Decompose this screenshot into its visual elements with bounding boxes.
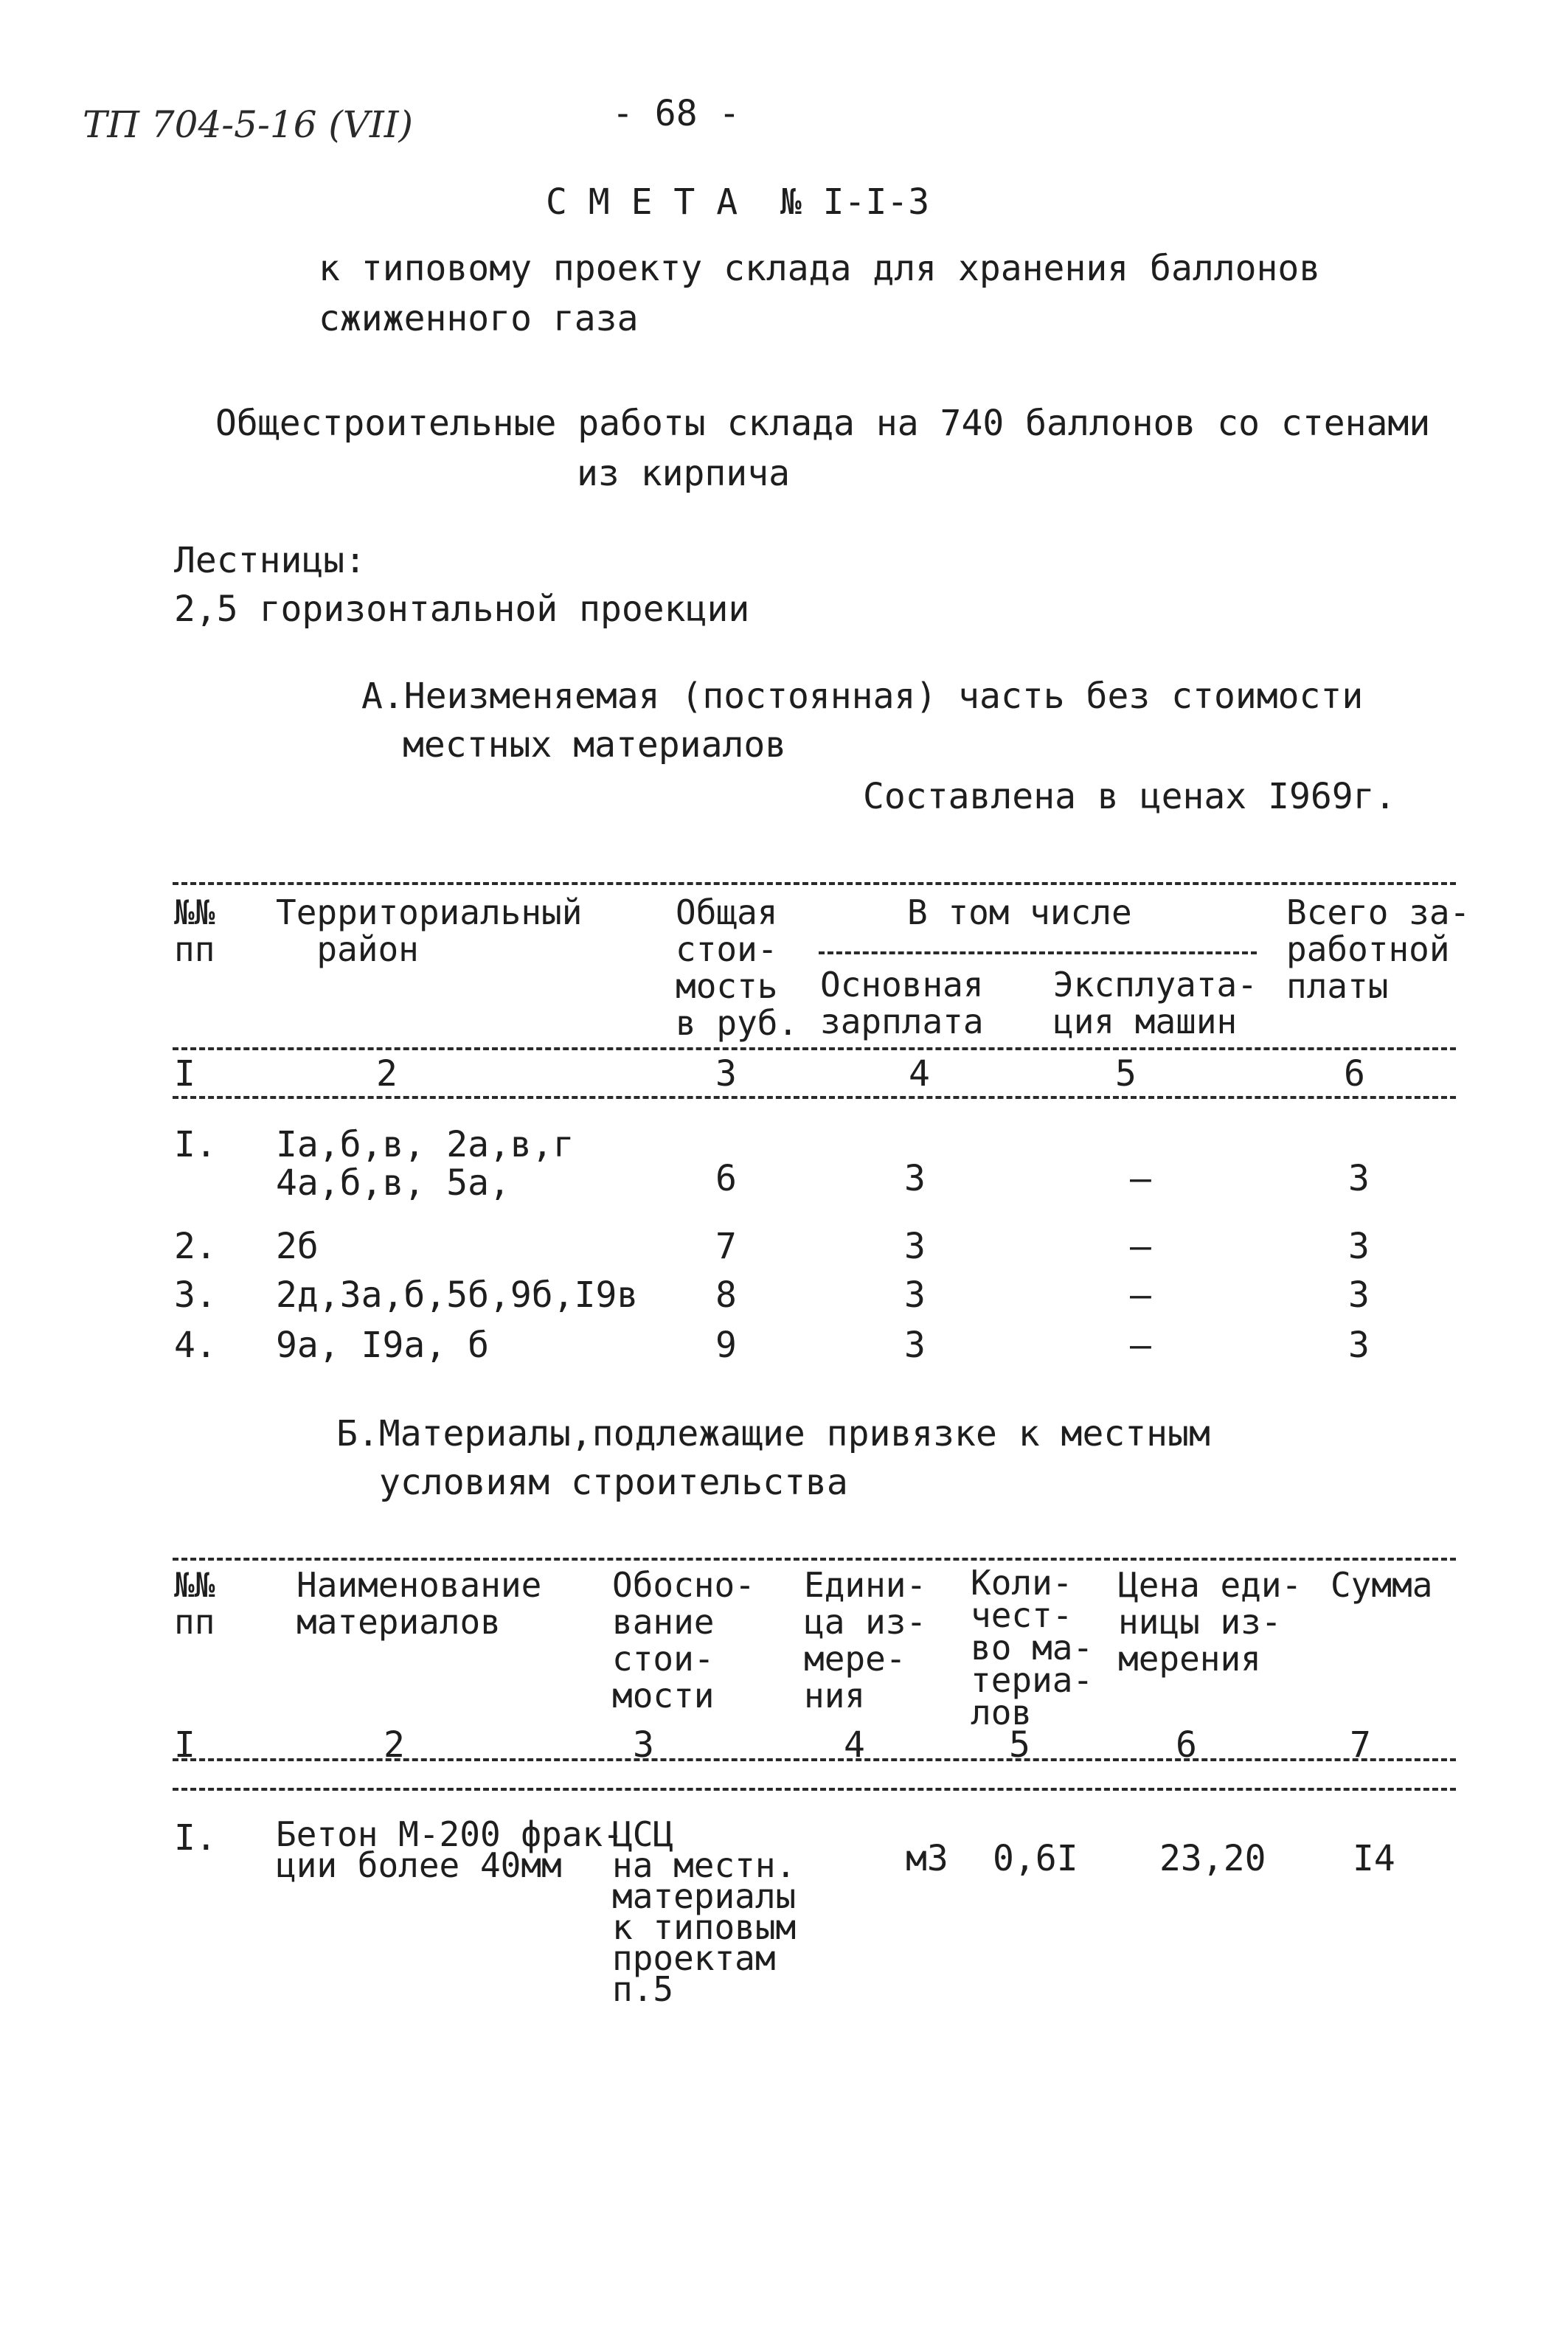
table-a-header-all-wage: Всего за- работной платы: [1286, 892, 1471, 1006]
table-a-row4-machines: –: [1130, 1325, 1151, 1366]
part-b-title-line2: условиям строительства: [379, 1462, 848, 1503]
table-b-colnum-2: 2: [384, 1724, 405, 1766]
table-a-header-district: Территориальный район: [276, 892, 583, 969]
table-b-colnum-4: 4: [844, 1724, 865, 1766]
prices-note: Составлена в ценах I969г.: [863, 776, 1396, 817]
table-a-header-wage: Основная зарплата: [820, 965, 984, 1041]
table-b-colnum-7: 7: [1350, 1724, 1371, 1766]
table-a-header-machines: Эксплуата- ция машин: [1053, 965, 1257, 1041]
table-a-row2-wage: 3: [904, 1226, 926, 1267]
table-b-row1-price: 23,20: [1159, 1838, 1266, 1879]
table-a-row3-wage: 3: [904, 1274, 926, 1316]
table-a-row4-total: 9: [715, 1325, 737, 1366]
table-a-row4-num: 4.: [174, 1325, 217, 1366]
section-label: Лестницы:: [174, 540, 367, 581]
table-b-row1-name: Бетон М-200 фрак- ции более 40мм: [276, 1814, 623, 1885]
table-a-header-num: №№ пп: [174, 892, 215, 969]
table-b-row1-num: I.: [174, 1817, 217, 1859]
table-a-header-group: В том числе: [907, 892, 1132, 932]
estimate-title: С М Е Т А № I-I-3: [546, 181, 930, 223]
table-a-colnum-1: I: [174, 1053, 195, 1095]
table-a-colnum-2: 2: [376, 1053, 398, 1095]
table-a-colnum-5: 5: [1115, 1053, 1137, 1095]
table-b-row1-basis: ЦСЦ на местн. материалы к типовым проектам п.5: [612, 1814, 797, 2009]
table-b-header-rule: [173, 1788, 1456, 1791]
table-a-row2-machines: –: [1130, 1226, 1151, 1267]
table-b-header-num: №№ пп: [174, 1565, 215, 1642]
table-a-header-total: Общая стои- мость в руб.: [676, 892, 799, 1043]
table-a-row1-num: I.: [174, 1124, 217, 1165]
table-a-group-rule: [819, 951, 1257, 954]
table-a-row1-total: 6: [715, 1158, 737, 1199]
table-a-row2-all-wage: 3: [1348, 1226, 1370, 1267]
part-a-title-line2: местных материалов: [403, 724, 787, 766]
table-a-row1-wage: 3: [904, 1158, 926, 1199]
works-description-line1: Общестроительные работы склада на 740 баллонов со стенами: [215, 403, 1431, 444]
table-b-header-sum: Сумма: [1331, 1565, 1433, 1605]
table-a-row4-district: 9а, I9а, б: [276, 1325, 489, 1366]
page-number: - 68 -: [612, 93, 740, 134]
table-b-row1-sum: I4: [1353, 1838, 1395, 1879]
table-b-top-rule: [173, 1558, 1456, 1561]
table-b-colnum-3: 3: [633, 1724, 654, 1766]
table-b-header-name: Наименование материалов: [296, 1565, 542, 1642]
part-b-title-line1: Б.Материалы,подлежащие привязке к местным: [336, 1413, 1210, 1454]
table-b-row1-unit: м3: [906, 1838, 948, 1879]
table-a-row3-num: 3.: [174, 1274, 217, 1316]
works-description-line2: из кирпича: [577, 453, 790, 494]
table-a-colnum-6: 6: [1344, 1053, 1365, 1095]
table-a-colnum-3: 3: [715, 1053, 737, 1095]
table-a-row2-district: 2б: [276, 1226, 319, 1267]
table-b-row1-qty: 0,6I: [993, 1838, 1078, 1879]
table-b-colnum-5: 5: [1009, 1724, 1030, 1766]
table-a-top-rule: [173, 882, 1456, 885]
part-a-title-line1: А.Неизменяемая (постоянная) часть без стоимости: [361, 676, 1364, 717]
table-a-row2-num: 2.: [174, 1226, 217, 1267]
table-a-row3-total: 8: [715, 1274, 737, 1316]
table-a-row3-machines: –: [1130, 1274, 1151, 1316]
table-b-header-unit: Едини- ца из- мере- ния: [804, 1565, 927, 1716]
table-a-header-rule: [173, 1047, 1456, 1050]
table-a-row1-district: Iа,б,в, 2а,в,г 4а,б,в, 5а,: [276, 1124, 575, 1204]
table-b-colnum-6: 6: [1176, 1724, 1197, 1766]
table-b-colnum-underline: [173, 1758, 1456, 1761]
table-a-row1-all-wage: 3: [1348, 1158, 1370, 1199]
table-a-colnum-4: 4: [909, 1053, 930, 1095]
table-a-colnum-rule: [173, 1096, 1456, 1099]
table-a-row4-wage: 3: [904, 1325, 926, 1366]
table-a-row3-district: 2д,3а,б,5б,9б,I9в: [276, 1274, 639, 1316]
table-b-header-basis: Обосно- вание стои- мости: [612, 1565, 755, 1716]
table-a-row1-machines: –: [1130, 1158, 1151, 1199]
table-a-row3-all-wage: 3: [1348, 1274, 1370, 1316]
table-b-header-price: Цена еди- ницы из- мерения: [1118, 1565, 1302, 1679]
table-b-colnum-1: I: [174, 1724, 195, 1766]
document-code: ТП 704-5-16 (VII): [83, 103, 414, 146]
section-measure: 2,5 горизонтальной проекции: [174, 589, 750, 630]
estimate-subtitle-line2: сжиженного газа: [319, 298, 639, 339]
table-a-row2-total: 7: [715, 1226, 737, 1267]
table-b-header-qty: Коли- чест- во ма- териа- лов: [971, 1563, 1094, 1732]
table-a-row4-all-wage: 3: [1348, 1325, 1370, 1366]
estimate-subtitle-line1: к типовому проекту склада для хранения баллонов: [319, 248, 1321, 289]
